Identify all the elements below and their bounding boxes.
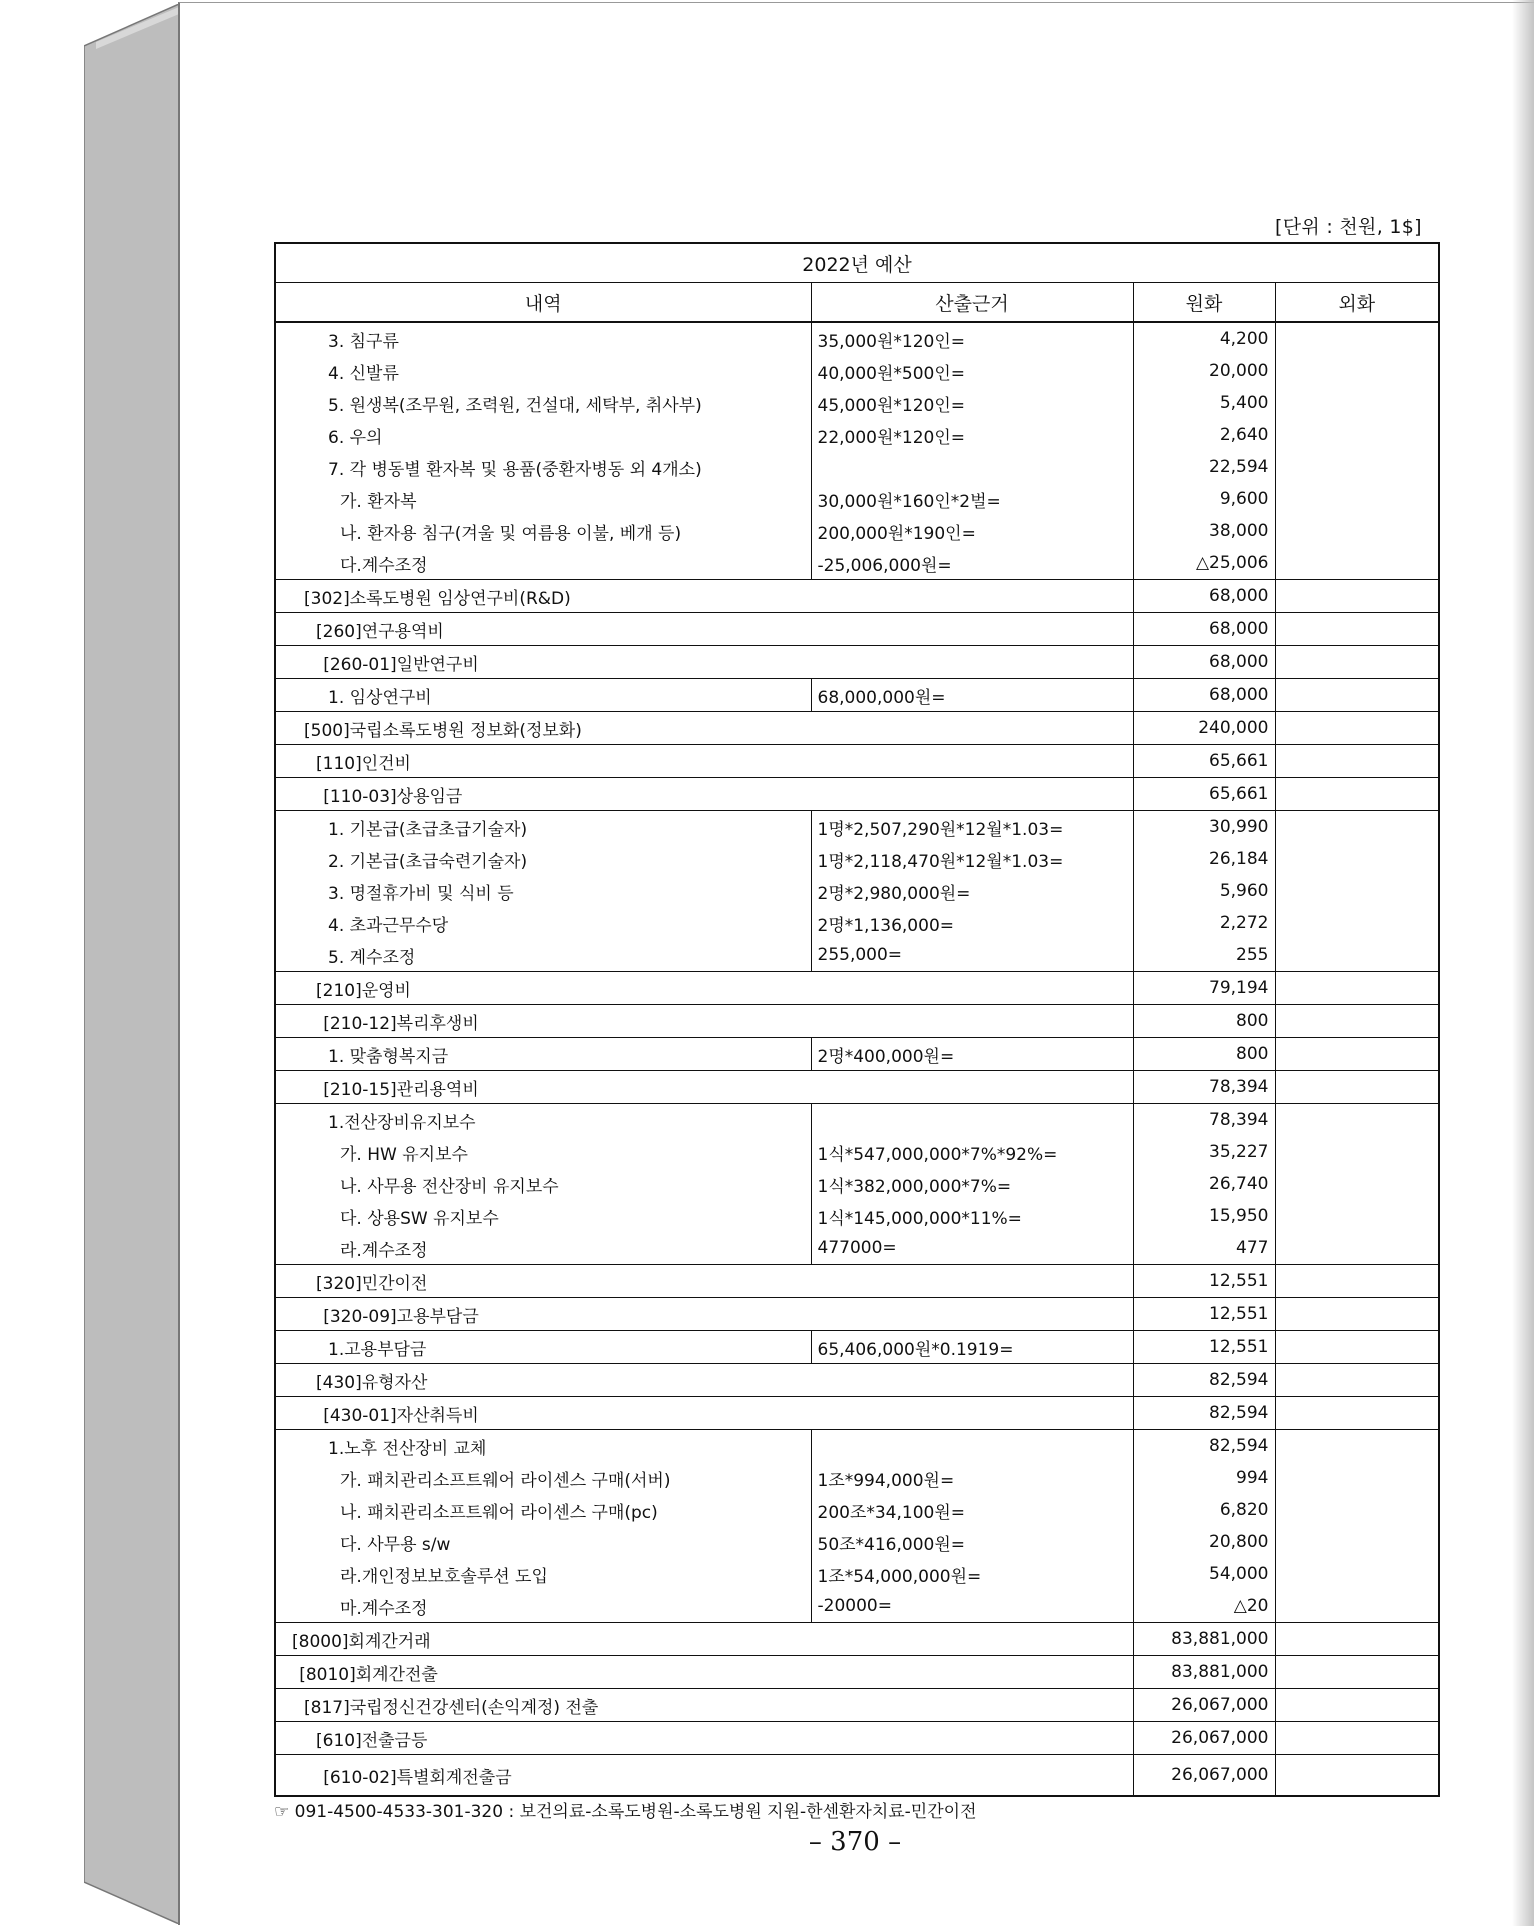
foreign-cell [1275,451,1439,483]
item-cell: [320-09]고용부담금 [275,1298,1133,1331]
item-cell: 다. 사무용 s/w [275,1526,811,1558]
item-cell: [430]유형자산 [275,1364,1133,1397]
table-row [275,322,1439,355]
foreign-cell [1275,875,1439,907]
krw-cell: 65,661 [1133,745,1275,778]
table-row [275,1331,1439,1364]
krw-cell: 26,740 [1133,1168,1275,1200]
table-row [275,1558,1439,1590]
table-row [275,843,1439,875]
table-row [275,745,1439,778]
krw-cell: 68,000 [1133,613,1275,646]
foreign-cell [1275,1755,1439,1797]
krw-cell: 6,820 [1133,1494,1275,1526]
item-cell: [260-01]일반연구비 [275,646,1133,679]
item-cell: 1.노후 전산장비 교체 [275,1430,811,1463]
item-cell: [210]운영비 [275,972,1133,1005]
table-title: 2022년 예산 [275,243,1439,283]
foreign-cell [1275,907,1439,939]
krw-cell: 12,551 [1133,1265,1275,1298]
foreign-cell [1275,712,1439,745]
basis-cell: -20000= [811,1590,1133,1623]
krw-cell: 477 [1133,1232,1275,1265]
item-cell: 1. 기본급(초급초급기술자) [275,811,811,844]
item-cell: 가. 패치관리소프트웨어 라이센스 구매(서버) [275,1462,811,1494]
basis-cell [811,1430,1133,1463]
table-title-row [275,243,1439,283]
item-cell: 1.고용부담금 [275,1331,811,1364]
basis-cell: -25,006,000원= [811,547,1133,580]
table-row [275,1038,1439,1071]
foreign-cell [1275,1136,1439,1168]
basis-cell: 40,000원*500인= [811,355,1133,387]
item-cell: 다.계수조정 [275,547,811,580]
table-row [275,811,1439,844]
krw-cell: 38,000 [1133,515,1275,547]
krw-cell: 26,067,000 [1133,1755,1275,1797]
item-cell: [320]민간이전 [275,1265,1133,1298]
table-row [275,547,1439,580]
krw-cell: 26,184 [1133,843,1275,875]
basis-cell: 1식*145,000,000*11%= [811,1200,1133,1232]
krw-cell: 2,640 [1133,419,1275,451]
item-cell: 마.계수조정 [275,1590,811,1623]
item-cell: 5. 원생복(조무원, 조력원, 건설대, 세탁부, 취사부) [275,387,811,419]
krw-cell: 994 [1133,1462,1275,1494]
item-cell: 다. 상용SW 유지보수 [275,1200,811,1232]
krw-cell: 15,950 [1133,1200,1275,1232]
basis-cell: 2명*400,000원= [811,1038,1133,1071]
foreign-cell [1275,515,1439,547]
foreign-cell [1275,646,1439,679]
unit-label: [단위 : 천원, 1$] [1275,216,1422,238]
foreign-cell [1275,843,1439,875]
table-row [275,907,1439,939]
basis-cell: 35,000원*120인= [811,322,1133,355]
table-row [275,1526,1439,1558]
item-cell: [610]전출금등 [275,1722,1133,1755]
table-row [275,515,1439,547]
basis-cell: 200조*34,100원= [811,1494,1133,1526]
table-row [275,712,1439,745]
foreign-cell [1275,1558,1439,1590]
foreign-cell [1275,613,1439,646]
item-cell: 4. 초과근무수당 [275,907,811,939]
krw-cell: 9,600 [1133,483,1275,515]
basis-cell: 30,000원*160인*2벌= [811,483,1133,515]
krw-cell: 78,394 [1133,1104,1275,1137]
table-row [275,1689,1439,1722]
item-cell: 4. 신발류 [275,355,811,387]
item-cell: 라.개인정보보호솔루션 도입 [275,1558,811,1590]
krw-cell: 68,000 [1133,646,1275,679]
basis-cell: 200,000원*190인= [811,515,1133,547]
basis-cell: 1명*2,118,470원*12월*1.03= [811,843,1133,875]
foreign-cell [1275,387,1439,419]
item-cell: 1. 맞춤형복지금 [275,1038,811,1071]
foreign-cell [1275,1623,1439,1656]
basis-cell: 2명*1,136,000= [811,907,1133,939]
krw-cell: 26,067,000 [1133,1689,1275,1722]
foreign-cell [1275,547,1439,580]
basis-cell: 45,000원*120인= [811,387,1133,419]
footnote: ☞ 091-4500-4533-301-320 : 보건의료-소록도병원-소록도병원 지원-한센환자치료-민간이전 [274,1802,977,1822]
foreign-cell [1275,1364,1439,1397]
table-row [275,875,1439,907]
basis-cell: 1조*54,000,000원= [811,1558,1133,1590]
basis-cell: 68,000,000원= [811,679,1133,712]
krw-cell: 20,800 [1133,1526,1275,1558]
table-row [275,483,1439,515]
krw-cell: 240,000 [1133,712,1275,745]
krw-cell: 12,551 [1133,1298,1275,1331]
foreign-cell [1275,939,1439,972]
krw-cell: 68,000 [1133,679,1275,712]
item-cell: 2. 기본급(초급숙련기술자) [275,843,811,875]
item-cell: 3. 명절휴가비 및 식비 등 [275,875,811,907]
krw-cell: △20 [1133,1590,1275,1623]
foreign-cell [1275,1298,1439,1331]
foreign-cell [1275,1038,1439,1071]
item-cell: [817]국립정신건강센터(손익계정) 전출 [275,1689,1133,1722]
foreign-cell [1275,1168,1439,1200]
krw-cell: 82,594 [1133,1397,1275,1430]
table-row [275,1430,1439,1463]
krw-cell: 54,000 [1133,1558,1275,1590]
table-row [275,1722,1439,1755]
item-cell: 가. HW 유지보수 [275,1136,811,1168]
foreign-cell [1275,745,1439,778]
table-row [275,419,1439,451]
table-row [275,1168,1439,1200]
table-header-row [275,283,1439,323]
foreign-cell [1275,322,1439,355]
table-row [275,1298,1439,1331]
basis-cell: 1식*382,000,000*7%= [811,1168,1133,1200]
page-number: – 370 – [808,1827,902,1857]
basis-cell: 1식*547,000,000*7%*92%= [811,1136,1133,1168]
krw-cell: 82,594 [1133,1430,1275,1463]
item-cell: 나. 사무용 전산장비 유지보수 [275,1168,811,1200]
foreign-cell [1275,1494,1439,1526]
krw-cell: 83,881,000 [1133,1623,1275,1656]
krw-cell: 35,227 [1133,1136,1275,1168]
basis-cell [811,451,1133,483]
foreign-cell [1275,1689,1439,1722]
foreign-cell [1275,1232,1439,1265]
table-row [275,1462,1439,1494]
item-cell: [500]국립소록도병원 정보화(정보화) [275,712,1133,745]
foreign-cell [1275,1104,1439,1137]
foreign-cell [1275,355,1439,387]
item-cell: [110-03]상용임금 [275,778,1133,811]
krw-cell: 4,200 [1133,322,1275,355]
foreign-cell [1275,1397,1439,1430]
table-row [275,387,1439,419]
krw-cell: 5,960 [1133,875,1275,907]
table-row [275,1623,1439,1656]
item-cell: 라.계수조정 [275,1232,811,1265]
krw-cell: 12,551 [1133,1331,1275,1364]
table-row [275,1232,1439,1265]
table-row [275,646,1439,679]
item-cell: 가. 환자복 [275,483,811,515]
foreign-cell [1275,483,1439,515]
item-cell: 7. 각 병동별 환자복 및 용품(중환자병동 외 4개소) [275,451,811,483]
header-basis: 산출근거 [811,283,1133,323]
krw-cell: 65,661 [1133,778,1275,811]
foreign-cell [1275,1722,1439,1755]
krw-cell: 800 [1133,1005,1275,1038]
krw-cell: 5,400 [1133,387,1275,419]
krw-cell: 82,594 [1133,1364,1275,1397]
krw-cell: 20,000 [1133,355,1275,387]
foreign-cell [1275,1265,1439,1298]
foreign-cell [1275,1331,1439,1364]
krw-cell: 30,990 [1133,811,1275,844]
foreign-cell [1275,1005,1439,1038]
foreign-cell [1275,972,1439,1005]
table-row [275,1590,1439,1623]
foreign-cell [1275,419,1439,451]
table-row [275,1200,1439,1232]
item-cell: [302]소록도병원 임상연구비(R&D) [275,580,1133,613]
krw-cell: 800 [1133,1038,1275,1071]
basis-cell: 22,000원*120인= [811,419,1133,451]
krw-cell: 78,394 [1133,1071,1275,1104]
foreign-cell [1275,1071,1439,1104]
table-row [275,580,1439,613]
foreign-cell [1275,1656,1439,1689]
item-cell: 5. 계수조정 [275,939,811,972]
page-edge-shadow [1512,0,1534,1926]
table-row [275,778,1439,811]
krw-cell: △25,006 [1133,547,1275,580]
item-cell: [430-01]자산취득비 [275,1397,1133,1430]
table-row [275,1755,1439,1797]
table-row [275,355,1439,387]
table-row [275,972,1439,1005]
basis-cell: 1조*994,000원= [811,1462,1133,1494]
item-cell: 나. 패치관리소프트웨어 라이센스 구매(pc) [275,1494,811,1526]
basis-cell: 255,000= [811,939,1133,972]
krw-cell: 68,000 [1133,580,1275,613]
item-cell: [8010]회계간전출 [275,1656,1133,1689]
basis-cell: 50조*416,000원= [811,1526,1133,1558]
header-foreign: 외화 [1275,283,1439,323]
table-row [275,1265,1439,1298]
basis-cell: 1명*2,507,290원*12월*1.03= [811,811,1133,844]
basis-cell: 477000= [811,1232,1133,1265]
basis-cell: 65,406,000원*0.1919= [811,1331,1133,1364]
krw-cell: 255 [1133,939,1275,972]
item-cell: [260]연구용역비 [275,613,1133,646]
foreign-cell [1275,1430,1439,1463]
table-row [275,1494,1439,1526]
foreign-cell [1275,679,1439,712]
table-row [275,1104,1439,1137]
budget-table [274,242,1440,1797]
basis-cell: 2명*2,980,000원= [811,875,1133,907]
table-row [275,1364,1439,1397]
foreign-cell [1275,778,1439,811]
table-row [275,1136,1439,1168]
table-row [275,451,1439,483]
header-krw: 원화 [1133,283,1275,323]
basis-cell [811,1104,1133,1137]
table-row [275,679,1439,712]
table-row [275,613,1439,646]
item-cell: [8000]회계간거래 [275,1623,1133,1656]
table-row [275,1397,1439,1430]
item-cell: [110]인건비 [275,745,1133,778]
foreign-cell [1275,1526,1439,1558]
item-cell: 3. 침구류 [275,322,811,355]
item-cell: [210-15]관리용역비 [275,1071,1133,1104]
table-row [275,939,1439,972]
item-cell: 나. 환자용 침구(겨울 및 여름용 이불, 베개 등) [275,515,811,547]
foreign-cell [1275,1200,1439,1232]
krw-cell: 2,272 [1133,907,1275,939]
krw-cell: 83,881,000 [1133,1656,1275,1689]
book-spine [84,4,179,1924]
krw-cell: 22,594 [1133,451,1275,483]
foreign-cell [1275,811,1439,844]
item-cell: 6. 우의 [275,419,811,451]
foreign-cell [1275,580,1439,613]
item-cell: [210-12]복리후생비 [275,1005,1133,1038]
foreign-cell [1275,1462,1439,1494]
item-cell: 1.전산장비유지보수 [275,1104,811,1137]
foreign-cell [1275,1590,1439,1623]
table-row [275,1005,1439,1038]
item-cell: 1. 임상연구비 [275,679,811,712]
table-row [275,1071,1439,1104]
header-item: 내역 [275,283,811,323]
item-cell: [610-02]특별회계전출금 [275,1755,1133,1797]
table-row [275,1656,1439,1689]
krw-cell: 79,194 [1133,972,1275,1005]
krw-cell: 26,067,000 [1133,1722,1275,1755]
